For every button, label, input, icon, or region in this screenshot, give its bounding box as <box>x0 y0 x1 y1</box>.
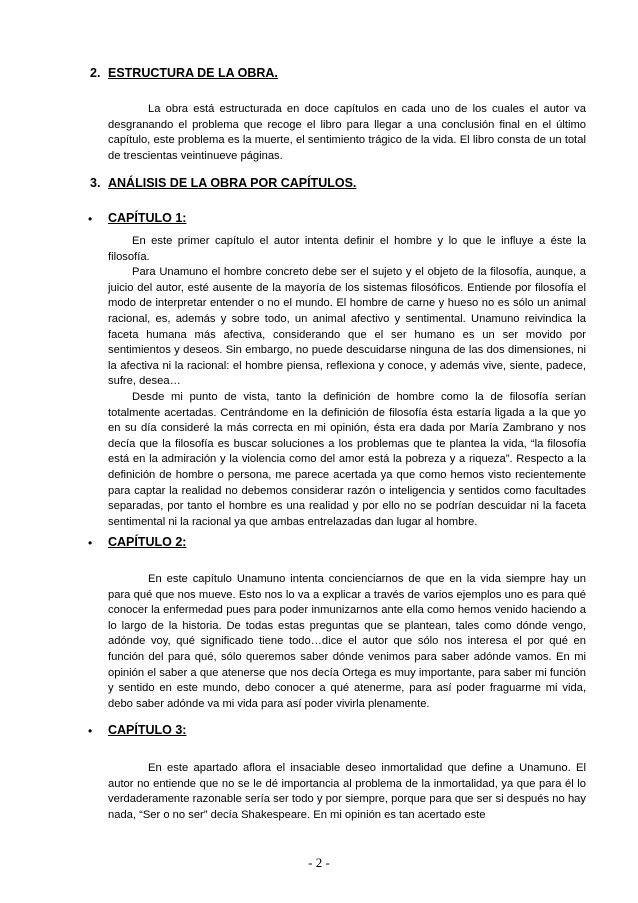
chapter-1-heading: CAPÍTULO 1: <box>108 211 187 225</box>
chapter-1-text <box>108 234 586 530</box>
chapter-2-bullet: • <box>88 536 93 550</box>
chapter-3-bullet: • <box>88 724 93 738</box>
page-number: - 2 - <box>308 855 330 870</box>
section-3-number: 3. <box>90 176 101 190</box>
chapter-1-bullet: • <box>88 212 93 226</box>
section-3-heading <box>90 176 356 190</box>
section-2-heading <box>90 66 278 80</box>
section-2-title: ESTRUCTURA DE LA OBRA. <box>108 66 278 80</box>
chapter-2-text <box>108 572 586 712</box>
section-2-text <box>108 102 586 164</box>
chapter-3-heading: CAPÍTULO 3: <box>108 723 187 737</box>
chapter-1-paragraph: Para Unamuno el hombre concreto debe ser el sujeto y el objeto de la filosofía, aunque, a juicio del autor, esté ausente de la mayoría de los sistemas filosóficos. Entiende por filosofía el modo de interpretar entender o no el mundo. El hombre de carne y hueso no es sólo un animal racional, es, además y sobre todo, un animal afectivo y sentimental. Unamuno reivindica la faceta humana más afectiva, considerando que el ser humano es un ser movido por sentimientos y deseos. Sin embargo, no puede descuidarse ninguna de las dos dimensiones, ni la afectiva ni la racional: el hombre piensa, reflexiona y conoce, y además vive, siente, padece, sufre, desea… <box>108 266 586 388</box>
section-2-number: 2. <box>90 66 101 80</box>
chapter-3-paragraph: En este apartado aflora el insaciable deseo inmortalidad que define a Unamuno. El autor no entiende que no se le dé importancia al problema de la inmortalidad, ya que para él lo verdaderamente razonable sería ser todo y por siempre, porque para que ser si después no hay nada, “Ser o no ser” decía Shakespeare. En mi opinión es tan acertado este <box>108 762 586 821</box>
section-3-title: ANÁLISIS DE LA OBRA POR CAPÍTULOS. <box>108 176 357 190</box>
chapter-2-paragraph: En este capítulo Unamuno intenta concienciarnos de que en la vida siempre hay un para qué que nos mueve. Esto nos lo va a explicar a través de varios ejemplos uno es para qué conocer la enfermedad pues para poder inmunizarnos ante ella como hemos venido haciendo a lo largo de la historia. De todas estas preguntas que se plantean, tales como dónde vengo, adónde voy, qué significado tiene todo…dice el autor que sólo nos interesa el por qué en función del para qué, sólo queremos saber dónde venimos para saber adónde vamos. En mi opinión el saber a que atenerse que nos decía Ortega es muy importante, para saber mi función y sentido en este mundo, debo conocer a qué atenerme, para así poder fraguarme mi vida, debo saber adónde va mi vida para así poder vivirla plenamente. <box>108 573 586 710</box>
section-2-paragraph: La obra está estructurada en doce capítulos en cada uno de los cuales el autor va desgranando el problema que recoge el libro para llegar a una conclusión final en el último capítulo, este problema es la muerte, el sentimiento trágico de la vida. El libro consta de un total de trescientas veintinueve páginas. <box>108 103 586 162</box>
chapter-1-paragraph: En este primer capítulo el autor intenta definir el hombre y lo que le influye a éste la filosofía. <box>108 235 586 263</box>
chapter-2-heading: CAPÍTULO 2: <box>108 535 187 549</box>
chapter-3-text <box>108 761 586 823</box>
chapter-1-paragraph: Desde mi punto de vista, tanto la definición de hombre como la de filosofía serían totalmente acertadas. Centrándome en la definición de filosofía ésta estaría ligada a la que yo en su día consideré la más correcta en mi opinión, ésta era dada por María Zambrano y nos decía que la filosofía es buscar soluciones a los problemas que te plantea la vida, “la filosofía está en la admiración y la violencia como del amor está la pobreza y a riqueza”. Respecto a la definición de hombre o persona, me parece acertada ya que como hemos visto recientemente para captar la realidad no debemos considerar razón o inteligencia y sentidos como facultades separadas, por tanto el hombre es una realidad y por ello no se podrían descuidar ni la faceta sentimental ni la racional ya que ambas entrelazadas dan lugar al hombre. <box>108 390 586 528</box>
